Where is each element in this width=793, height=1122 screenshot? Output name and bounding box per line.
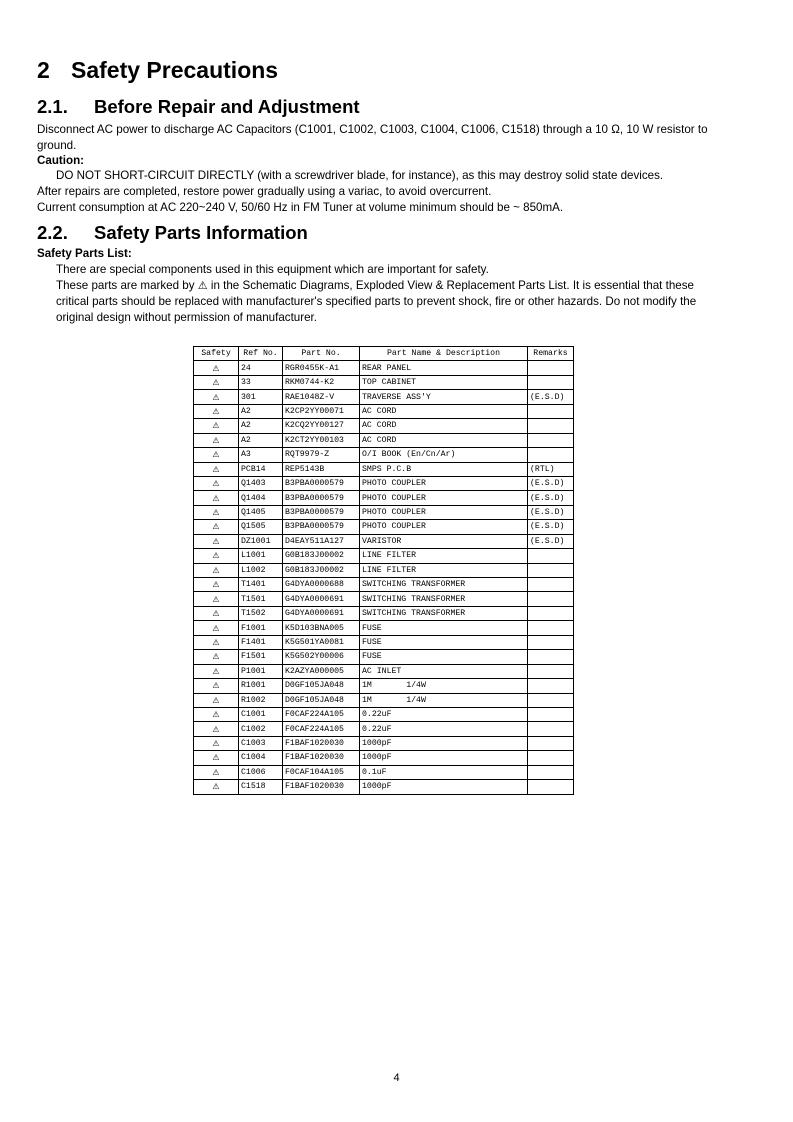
part-name-cell: AC CORD — [360, 433, 528, 447]
part-no-cell: K2AZYA000005 — [283, 664, 360, 678]
caution-text: DO NOT SHORT-CIRCUIT DIRECTLY (with a screwdriver blade, for instance), as this may destroy solid state devices. — [56, 169, 664, 182]
ref-no-cell: L1001 — [239, 549, 283, 563]
safety-warning-icon: ⚠ — [194, 707, 239, 721]
subsection-title-before-repair — [37, 96, 360, 118]
part-no-cell: G4DYA0000691 — [283, 606, 360, 620]
after-repairs-text: After repairs are completed, restore power gradually using a variac, to avoid overcurrent. — [37, 185, 492, 198]
ref-no-cell: C1004 — [239, 751, 283, 765]
ref-no-cell: C1001 — [239, 707, 283, 721]
remarks-cell — [528, 679, 574, 693]
table-row — [194, 606, 574, 620]
part-name-cell: AC INLET — [360, 664, 528, 678]
table-row — [194, 534, 574, 548]
safety-warning-icon: ⚠ — [194, 621, 239, 635]
part-no-cell: D4EAY511A127 — [283, 534, 360, 548]
safety-warning-icon: ⚠ — [194, 448, 239, 462]
part-name-cell: FUSE — [360, 650, 528, 664]
table-row — [194, 563, 574, 577]
safety-warning-icon: ⚠ — [194, 549, 239, 563]
ref-no-cell: Q1403 — [239, 476, 283, 490]
remarks-cell — [528, 722, 574, 736]
part-no-cell: K5D103BNA005 — [283, 621, 360, 635]
part-no-cell: B3PBA0000579 — [283, 505, 360, 519]
part-name-cell: 1M 1/4W — [360, 679, 528, 693]
part-no-cell: F1BAF1020030 — [283, 736, 360, 750]
table-row — [194, 736, 574, 750]
table-row — [194, 780, 574, 794]
disconnect-line-1: Disconnect AC power to discharge AC Capacitors (C1001, C1002, C1003, C1004, C1006, C1518) through a 10 Ω, 10 W resistor to — [37, 123, 708, 136]
part-no-cell: F0CAF104A105 — [283, 765, 360, 779]
table-row — [194, 448, 574, 462]
remarks-cell: (E.S.D) — [528, 491, 574, 505]
table-row — [194, 621, 574, 635]
table-header-row — [194, 347, 574, 361]
table-row — [194, 578, 574, 592]
part-no-cell: G4DYA0000691 — [283, 592, 360, 606]
ref-no-cell: T1401 — [239, 578, 283, 592]
safety-warning-icon: ⚠ — [194, 780, 239, 794]
table-row — [194, 476, 574, 490]
safety-warning-icon: ⚠ — [194, 635, 239, 649]
safety-warning-icon: ⚠ — [194, 722, 239, 736]
ref-no-cell: C1002 — [239, 722, 283, 736]
subsection-title-safety-parts — [37, 222, 308, 244]
remarks-cell: (RTL) — [528, 462, 574, 476]
ref-no-cell: 24 — [239, 361, 283, 375]
disconnect-line-2: ground. — [37, 139, 77, 152]
ref-no-cell: A2 — [239, 433, 283, 447]
remarks-cell — [528, 707, 574, 721]
safety-warning-icon: ⚠ — [194, 476, 239, 490]
remarks-cell — [528, 563, 574, 577]
part-no-cell: F0CAF224A105 — [283, 722, 360, 736]
part-name-cell: REAR PANEL — [360, 361, 528, 375]
part-name-cell: 1M 1/4W — [360, 693, 528, 707]
table-row — [194, 650, 574, 664]
part-no-cell: F0CAF224A105 — [283, 707, 360, 721]
safety-warning-icon: ⚠ — [194, 404, 239, 418]
header-remarks: Remarks — [528, 347, 574, 361]
part-no-cell: G0B183J00002 — [283, 549, 360, 563]
page-number: 4 — [393, 1072, 400, 1084]
remarks-cell — [528, 592, 574, 606]
ref-no-cell: 33 — [239, 375, 283, 389]
caution-label: Caution: — [37, 154, 85, 167]
table-row — [194, 664, 574, 678]
table-row — [194, 751, 574, 765]
table-row — [194, 361, 574, 375]
part-name-cell: VARISTOR — [360, 534, 528, 548]
table-row — [194, 592, 574, 606]
remarks-cell: (E.S.D) — [528, 390, 574, 404]
ref-no-cell: Q1405 — [239, 505, 283, 519]
part-name-cell: SMPS P.C.B — [360, 462, 528, 476]
remarks-cell — [528, 765, 574, 779]
current-consumption-text: Current consumption at AC 220~240 V, 50/60 Hz in FM Tuner at volume minimum should be ~ 850mA. — [37, 201, 564, 214]
remarks-cell — [528, 375, 574, 389]
marked-prefix: These parts are marked by — [56, 279, 195, 292]
safety-warning-icon: ⚠ — [194, 765, 239, 779]
part-name-cell: 0.22uF — [360, 722, 528, 736]
ref-no-cell: R1001 — [239, 679, 283, 693]
ref-no-cell: A2 — [239, 404, 283, 418]
safety-warning-icon: ⚠ — [194, 505, 239, 519]
part-name-cell: PHOTO COUPLER — [360, 476, 528, 490]
ref-no-cell: C1518 — [239, 780, 283, 794]
ref-no-cell: F1501 — [239, 650, 283, 664]
safety-warning-icon: ⚠ — [194, 534, 239, 548]
safety-warning-icon: ⚠ — [194, 592, 239, 606]
part-name-cell: O/I BOOK (En/Cn/Ar) — [360, 448, 528, 462]
part-no-cell: REP5143B — [283, 462, 360, 476]
safety-warning-icon: ⚠ — [194, 679, 239, 693]
ref-no-cell: T1501 — [239, 592, 283, 606]
part-name-cell: SWITCHING TRANSFORMER — [360, 592, 528, 606]
safety-warning-icon: ⚠ — [194, 751, 239, 765]
part-name-cell: AC CORD — [360, 419, 528, 433]
part-name-cell: FUSE — [360, 621, 528, 635]
part-name-cell: LINE FILTER — [360, 563, 528, 577]
remarks-cell: (E.S.D) — [528, 534, 574, 548]
part-name-cell: PHOTO COUPLER — [360, 520, 528, 534]
part-no-cell: RAE1048Z-V — [283, 390, 360, 404]
subsection-title-text: Before Repair and Adjustment — [94, 96, 360, 117]
ref-no-cell: C1006 — [239, 765, 283, 779]
table-row — [194, 549, 574, 563]
marked-by-line-3: original design without permission of manufacturer. — [56, 311, 317, 324]
section-title — [37, 57, 278, 84]
part-name-cell: 1000pF — [360, 751, 528, 765]
remarks-cell — [528, 635, 574, 649]
part-no-cell: K5G501YA0081 — [283, 635, 360, 649]
ref-no-cell: R1002 — [239, 693, 283, 707]
safety-warning-icon: ⚠ — [194, 520, 239, 534]
subsection-title-text: Safety Parts Information — [94, 222, 308, 243]
part-name-cell: 1000pF — [360, 780, 528, 794]
part-no-cell: RKM0744-K2 — [283, 375, 360, 389]
table-row — [194, 707, 574, 721]
table-row — [194, 505, 574, 519]
part-no-cell: D0GF105JA048 — [283, 679, 360, 693]
safety-warning-icon: ⚠ — [194, 433, 239, 447]
safety-warning-icon: ⚠ — [194, 491, 239, 505]
part-no-cell: K2CQ2YY00127 — [283, 419, 360, 433]
remarks-cell: (E.S.D) — [528, 520, 574, 534]
safety-warning-icon: ⚠ — [194, 563, 239, 577]
part-name-cell: PHOTO COUPLER — [360, 491, 528, 505]
section-number: 2 — [37, 57, 50, 83]
part-name-cell: TRAVERSE ASS'Y — [360, 390, 528, 404]
remarks-cell — [528, 751, 574, 765]
table-row — [194, 390, 574, 404]
part-name-cell: TOP CABINET — [360, 375, 528, 389]
remarks-cell — [528, 433, 574, 447]
table-row — [194, 635, 574, 649]
marked-line-1-text: in the Schematic Diagrams, Exploded View & Replacement Parts List. It is essential that these — [210, 279, 694, 292]
safety-warning-icon: ⚠ — [194, 650, 239, 664]
table-row — [194, 491, 574, 505]
ref-no-cell: PCB14 — [239, 462, 283, 476]
remarks-cell — [528, 736, 574, 750]
header-safety: Safety — [194, 347, 239, 361]
ref-no-cell: T1502 — [239, 606, 283, 620]
table-row — [194, 765, 574, 779]
ref-no-cell: A3 — [239, 448, 283, 462]
ref-no-cell: A2 — [239, 419, 283, 433]
safety-warning-icon: ⚠ — [194, 361, 239, 375]
part-no-cell: F1BAF1020030 — [283, 780, 360, 794]
part-no-cell: G4DYA0000688 — [283, 578, 360, 592]
remarks-cell — [528, 664, 574, 678]
remarks-cell — [528, 606, 574, 620]
ref-no-cell: Q1404 — [239, 491, 283, 505]
table-row — [194, 679, 574, 693]
subsection-number: 2.1. — [37, 96, 68, 117]
safety-parts-table — [193, 346, 574, 795]
header-ref-no: Ref No. — [239, 347, 283, 361]
remarks-cell — [528, 361, 574, 375]
ref-no-cell: P1001 — [239, 664, 283, 678]
marked-by-line-2: critical parts should be replaced with manufacturer's specified parts to prevent shock, fire or other hazards. Do not modify the — [56, 295, 697, 308]
part-no-cell: RGR0455K-A1 — [283, 361, 360, 375]
remarks-cell — [528, 780, 574, 794]
part-name-cell: PHOTO COUPLER — [360, 505, 528, 519]
safety-warning-icon: ⚠ — [194, 419, 239, 433]
table-row — [194, 722, 574, 736]
part-name-cell: 0.1uF — [360, 765, 528, 779]
ref-no-cell: F1401 — [239, 635, 283, 649]
safety-warning-icon: ⚠ — [194, 664, 239, 678]
part-no-cell: RQT9979-Z — [283, 448, 360, 462]
part-no-cell: F1BAF1020030 — [283, 751, 360, 765]
remarks-cell — [528, 419, 574, 433]
part-name-cell: SWITCHING TRANSFORMER — [360, 578, 528, 592]
part-name-cell: SWITCHING TRANSFORMER — [360, 606, 528, 620]
table-row — [194, 462, 574, 476]
table-row — [194, 433, 574, 447]
part-no-cell: B3PBA0000579 — [283, 476, 360, 490]
safety-warning-icon: ⚠ — [194, 693, 239, 707]
remarks-cell — [528, 448, 574, 462]
part-no-cell: B3PBA0000579 — [283, 520, 360, 534]
table-row — [194, 375, 574, 389]
header-part-no: Part No. — [283, 347, 360, 361]
remarks-cell — [528, 621, 574, 635]
safety-warning-icon: ⚠ — [194, 462, 239, 476]
ref-no-cell: C1003 — [239, 736, 283, 750]
part-no-cell: K2CT2YY00103 — [283, 433, 360, 447]
remarks-cell — [528, 578, 574, 592]
part-name-cell: 1000pF — [360, 736, 528, 750]
safety-warning-icon: ⚠ — [194, 375, 239, 389]
table-row — [194, 404, 574, 418]
ref-no-cell: 301 — [239, 390, 283, 404]
safety-warning-icon: ⚠ — [194, 736, 239, 750]
table-body — [194, 361, 574, 794]
header-part-name: Part Name & Description — [360, 347, 528, 361]
section-title-text: Safety Precautions — [71, 57, 279, 83]
remarks-cell — [528, 693, 574, 707]
table-row — [194, 693, 574, 707]
part-no-cell: G0B183J00002 — [283, 563, 360, 577]
safety-warning-icon: ⚠ — [194, 390, 239, 404]
warning-triangle-icon: ⚠ — [197, 280, 208, 292]
safety-parts-list-label: Safety Parts List: — [37, 247, 132, 260]
special-components-text: There are special components used in this equipment which are important for safety. — [56, 263, 489, 276]
part-no-cell: B3PBA0000579 — [283, 491, 360, 505]
remarks-cell: (E.S.D) — [528, 505, 574, 519]
remarks-cell — [528, 404, 574, 418]
part-name-cell: FUSE — [360, 635, 528, 649]
part-name-cell: LINE FILTER — [360, 549, 528, 563]
safety-warning-icon: ⚠ — [194, 606, 239, 620]
table-row — [194, 419, 574, 433]
remarks-cell: (E.S.D) — [528, 476, 574, 490]
ref-no-cell: DZ1001 — [239, 534, 283, 548]
part-name-cell: AC CORD — [360, 404, 528, 418]
part-name-cell: 0.22uF — [360, 707, 528, 721]
part-no-cell: K5G502Y00006 — [283, 650, 360, 664]
subsection-number: 2.2. — [37, 222, 68, 243]
ref-no-cell: F1001 — [239, 621, 283, 635]
ref-no-cell: Q1505 — [239, 520, 283, 534]
remarks-cell — [528, 650, 574, 664]
marked-by-line-1 — [56, 278, 694, 294]
table-row — [194, 520, 574, 534]
part-no-cell: D0GF105JA048 — [283, 693, 360, 707]
remarks-cell — [528, 549, 574, 563]
safety-warning-icon: ⚠ — [194, 578, 239, 592]
part-no-cell: K2CP2YY00071 — [283, 404, 360, 418]
ref-no-cell: L1002 — [239, 563, 283, 577]
